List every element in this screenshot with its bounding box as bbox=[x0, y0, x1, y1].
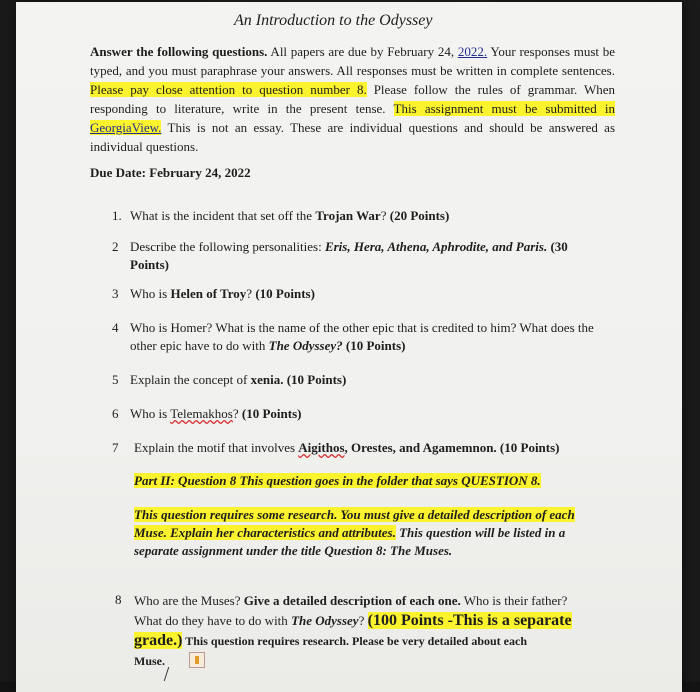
q4-line1: Who is Homer? What is the name of the other epic that is credited to him? What does the bbox=[130, 320, 594, 335]
question-2 bbox=[130, 238, 568, 274]
part2-line1: This question requires some research. You must give a detailed description of each bbox=[134, 507, 575, 522]
instructions-lead: Answer the following questions. bbox=[90, 44, 268, 59]
q5-text: Explain the concept of bbox=[130, 372, 251, 387]
highlight-submission-note: This assignment must be submitted in bbox=[393, 101, 615, 116]
question-number: 8 bbox=[115, 592, 122, 607]
question-number: 4 bbox=[112, 320, 119, 335]
part2-line2: Muse. Explain her characteristics and attributes. bbox=[134, 525, 396, 540]
due-date-heading: Due Date: February 24, 2022 bbox=[90, 165, 251, 180]
question-3 bbox=[130, 285, 315, 303]
question-6 bbox=[130, 405, 301, 423]
q8-research: This question requires research. Please be very detailed about each bbox=[182, 634, 527, 648]
q8-punct: ? bbox=[358, 613, 368, 628]
q7-names: , Orestes, and Agamemnon. bbox=[344, 440, 497, 455]
q4-points: (10 Points) bbox=[342, 338, 406, 353]
instructions-text-4: This is not an essay. These are individual questions and should be answered as individual questions. bbox=[90, 120, 615, 154]
q8-points-big: (100 Points -This is a separate bbox=[367, 612, 572, 629]
q2-points-end: Points) bbox=[130, 257, 169, 272]
q3-text: Who is bbox=[130, 286, 171, 301]
part2-heading bbox=[134, 472, 541, 490]
q3-bold: Helen of Troy bbox=[170, 286, 247, 301]
question-4 bbox=[130, 319, 594, 355]
georgiaview-link[interactable]: GeorgiaView. bbox=[90, 120, 162, 135]
q3-points: (10 Points) bbox=[255, 286, 315, 301]
q8-text3: What do they have to do with bbox=[134, 613, 292, 628]
q6-points: (10 Points) bbox=[241, 406, 302, 421]
q3-punct: ? bbox=[246, 286, 256, 301]
due-date-link[interactable]: 2022. bbox=[457, 44, 488, 59]
document-page bbox=[16, 2, 682, 692]
q8-text2: Who is their father? bbox=[460, 593, 568, 608]
question-7 bbox=[134, 439, 560, 457]
q1-text: What is the incident that set off the bbox=[130, 208, 316, 223]
q6-text: Who is bbox=[130, 406, 171, 421]
question-1 bbox=[130, 207, 449, 225]
q1-punct: ? bbox=[380, 208, 390, 223]
instructions-text-1: All papers are due by February 24, bbox=[267, 44, 458, 59]
part2-description bbox=[134, 506, 575, 560]
paste-options-icon[interactable] bbox=[189, 652, 205, 668]
q6-name: Telemakhos bbox=[170, 406, 233, 421]
question-number: 6 bbox=[112, 406, 119, 421]
q7-name: Aigithos bbox=[298, 440, 345, 455]
q4-title: The Odyssey? bbox=[268, 338, 343, 353]
q8-text1: Who are the Muses? bbox=[134, 593, 244, 608]
q1-bold: Trojan War bbox=[315, 208, 381, 223]
q7-text: Explain the motif that involves bbox=[134, 440, 299, 455]
instructions-text-3: Please follow the rules of grammar. When responding to literature, write in the present tense. bbox=[90, 82, 615, 116]
q5-bold: xenia. bbox=[250, 372, 284, 387]
q1-points: (20 Points) bbox=[389, 208, 450, 223]
part2-line: Part II: Question 8 This question goes in the folder that says QUESTION 8. bbox=[134, 473, 541, 488]
q8-title: The Odyssey bbox=[291, 613, 359, 628]
question-number: 3 bbox=[112, 286, 119, 301]
q2-names: Eris, Hera, Athena, Aphrodite, and Paris. bbox=[324, 239, 548, 254]
q7-points: (10 Points) bbox=[496, 440, 560, 455]
question-5 bbox=[130, 371, 346, 389]
question-number: 5 bbox=[112, 372, 119, 387]
q4-line2: other epic have to do with bbox=[130, 338, 269, 353]
q8-grade: grade.) bbox=[134, 632, 183, 649]
part2-line2b: This question will be listed in a bbox=[395, 525, 566, 540]
instructions-paragraph bbox=[90, 42, 615, 156]
question-number: 1. bbox=[112, 208, 122, 223]
q8-muse: Muse. bbox=[134, 654, 165, 668]
q2-points-start: (30 bbox=[547, 239, 568, 254]
highlight-question-8-note: Please pay close attention to question number 8. bbox=[90, 82, 367, 97]
page-title: An Introduction to the Odyssey bbox=[234, 12, 433, 29]
q8-bold1: Give a detailed description of each one. bbox=[243, 593, 461, 608]
q6-punct: ? bbox=[232, 406, 242, 421]
question-number: 7 bbox=[112, 440, 119, 455]
part2-line3: separate assignment under the title Question 8: The Muses. bbox=[134, 543, 453, 558]
question-number: 2 bbox=[112, 239, 119, 254]
q2-text: Describe the following personalities: bbox=[130, 239, 325, 254]
instructions-text-2: Your responses must be typed, and you must paraphrase your answers. All responses must be written in complete sentences. bbox=[90, 44, 615, 78]
q5-points: (10 Points) bbox=[286, 372, 347, 387]
